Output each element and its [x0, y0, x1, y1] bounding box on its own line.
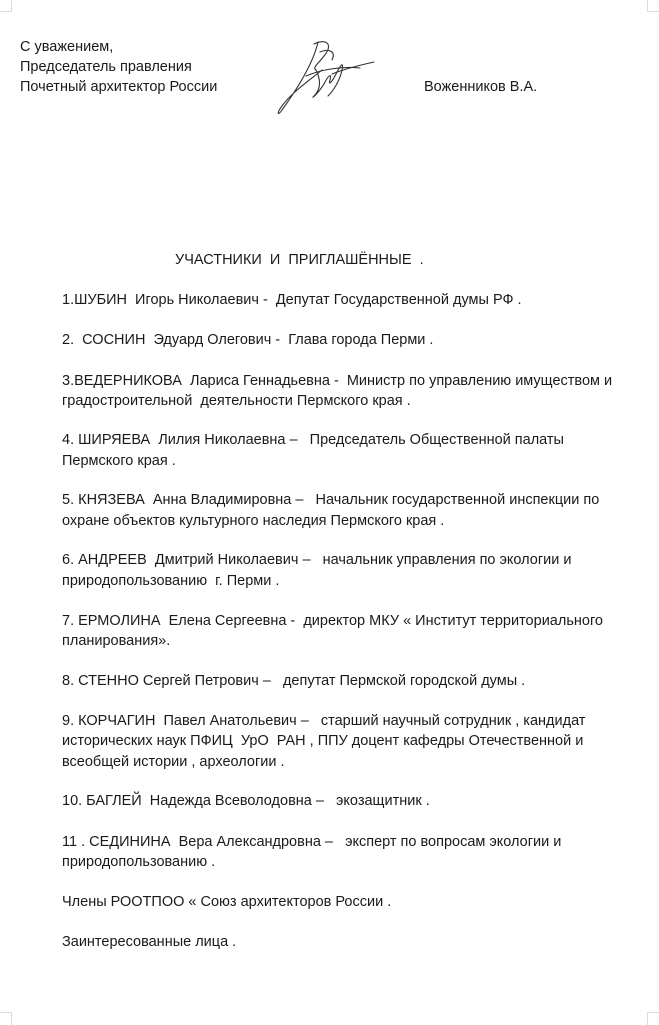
list-item: 11 . СЕДИНИНА Вера Александровна – эксперт по вопросам экологии и [62, 834, 562, 850]
list-item-continuation: природопользованию . [62, 854, 216, 870]
interested-parties-line: Заинтересованные лица . [62, 934, 237, 950]
list-item-continuation: всеобщей истории , археологии . [62, 754, 285, 770]
closing-position: Председатель правления [20, 59, 192, 75]
list-item: 8. СТЕННО Сергей Петрович – депутат Пермской городской думы . [62, 673, 526, 689]
handwritten-signature [270, 30, 380, 120]
list-item: 9. КОРЧАГИН Павел Анатольевич – старший научный сотрудник , кандидат [62, 713, 586, 729]
page-corner-bottom-left [0, 1012, 12, 1025]
list-item-continuation: охране объектов культурного наследия Пермского края . [62, 513, 445, 529]
list-item: 5. КНЯЗЕВА Анна Владимировна – Начальник государственной инспекции по [62, 492, 600, 508]
list-item-continuation: природопользованию г. Перми . [62, 573, 280, 589]
page-corner-top-right [647, 0, 659, 12]
signatory-name: Воженников В.А. [424, 79, 538, 95]
list-item: 6. АНДРЕЕВ Дмитрий Николаевич – начальник управления по экологии и [62, 552, 572, 568]
closing-title: Почетный архитектор России [20, 79, 218, 95]
list-item: 4. ШИРЯЕВА Лилия Николаевна – Председатель Общественной палаты [62, 432, 564, 448]
list-item-continuation: планирования». [62, 633, 171, 649]
list-item-continuation: Пермского края . [62, 453, 176, 469]
list-item: 3.ВЕДЕРНИКОВА Лариса Геннадьевна - Министр по управлению имуществом и [62, 373, 613, 389]
list-item-continuation: исторических наук ПФИЦ УрО РАН , ППУ доцент кафедры Отечественной и [62, 733, 584, 749]
members-line: Члены РООТПОО « Союз архитекторов России . [62, 894, 392, 910]
list-heading: УЧАСТНИКИ И ПРИГЛАШЁННЫЕ . [175, 252, 424, 268]
list-item: 7. ЕРМОЛИНА Елена Сергеевна - директор МКУ « Институт территориального [62, 613, 603, 629]
list-item-continuation: градостроительной деятельности Пермского края . [62, 393, 411, 409]
page-corner-bottom-right [647, 1012, 659, 1025]
list-item: 10. БАГЛЕЙ Надежда Всеволодовна – экозащитник . [62, 793, 430, 809]
list-item: 2. СОСНИН Эдуард Олегович - Глава города Перми . [62, 332, 434, 348]
closing-regards: С уважением, [20, 39, 114, 55]
page-corner-top-left [0, 0, 12, 12]
list-item: 1.ШУБИН Игорь Николаевич - Депутат Государственной думы РФ . [62, 292, 522, 308]
